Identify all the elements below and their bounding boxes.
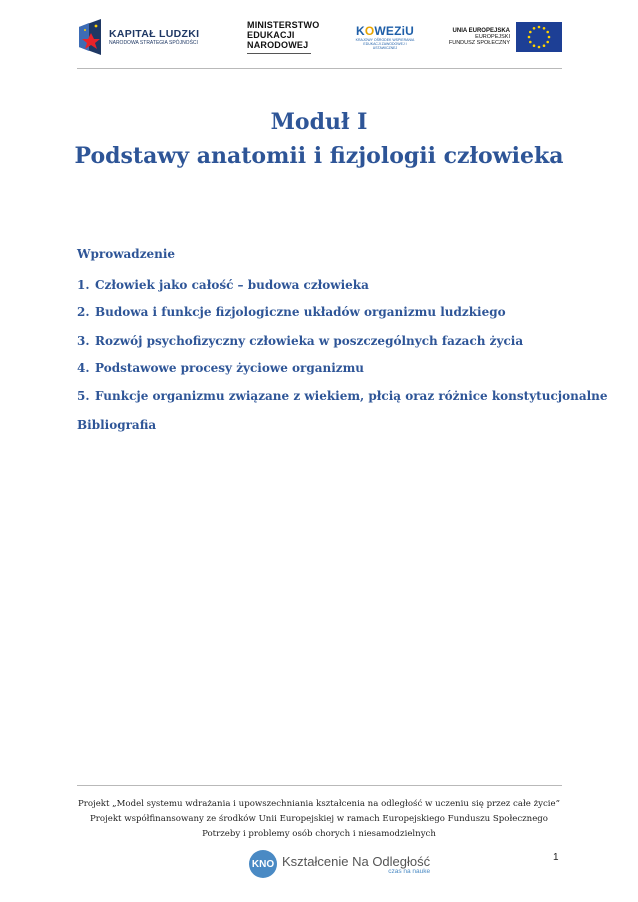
eu-line-2: EUROPEJSKI: [475, 34, 510, 40]
footer-funding-line: Projekt współfinansowany ze środków Unii Europejskiej w ramach Europejskiego Funduszu Społecznego: [90, 814, 548, 824]
men-eagle-rule: [247, 53, 311, 54]
toc-item-5[interactable]: 5. Funkcje organizmu związane z wiekiem, płcią oraz różnice konstytucjonalne: [77, 389, 608, 403]
eu-line-1: UNIA EUROPEJSKA: [452, 28, 510, 34]
men-line-1: MINISTERSTWO: [247, 20, 320, 30]
kowezu-logo: [352, 12, 418, 62]
toc-bibliography[interactable]: Bibliografia: [77, 418, 157, 432]
kapital-ludzki-logo: [77, 12, 199, 62]
toc-item-1[interactable]: 1. Człowiek jako całość – budowa człowieka: [77, 278, 369, 292]
page-number: 1: [553, 852, 559, 863]
men-line-2: EDUKACJI: [247, 30, 295, 40]
header-divider: [77, 68, 562, 69]
module-subtitle: Podstawy anatomii i fizjologii człowieka: [74, 143, 564, 169]
footer-topic-line: Potrzeby i problemy osób chorych i niesamodzielnych: [202, 829, 436, 839]
kowezu-subtitle: KRAJOWY OŚRODEK WSPIERANIA EDUKACJI ZAWODOWEJ I USTAWICZNEJ: [355, 38, 415, 50]
kowezu-name: KOWEZiU: [355, 24, 415, 38]
kapital-ludzki-name: KAPITAŁ LUDZKI: [109, 28, 200, 40]
eu-flag-icon: [516, 22, 562, 52]
toc-item-4[interactable]: 4. Podstawowe procesy życiowe organizmu: [77, 361, 365, 375]
kno-logo: [249, 850, 430, 878]
eu-line-3: FUNDUSZ SPOŁECZNY: [448, 40, 510, 46]
kno-icon: KNO: [249, 850, 277, 878]
toc-item-2[interactable]: 2. Budowa i funkcje fizjologiczne układów organizmu ludzkiego: [77, 305, 506, 319]
module-title: Moduł I: [270, 109, 368, 135]
toc-item-3[interactable]: 3. Rozwój psychofizyczny człowieka w poszczególnych fazach życia: [77, 334, 524, 348]
page-header: [77, 12, 562, 66]
kno-name: Kształcenie Na Odległość: [282, 853, 431, 869]
eu-logo: [449, 12, 562, 62]
kapital-ludzki-subtitle: NARODOWA STRATEGIA SPÓJNOŚCI: [109, 40, 198, 46]
men-line-3: NARODOWEJ: [247, 40, 309, 50]
men-logo: [247, 12, 319, 62]
footer-divider: [77, 785, 562, 786]
footer-project-line: Projekt „Model systemu wdrażania i upowszechniania kształcenia na odległość w uczeniu się przez całe życie”: [77, 799, 561, 809]
kapital-ludzki-icon: [77, 17, 103, 57]
toc-introduction[interactable]: Wprowadzenie: [77, 247, 176, 261]
kno-tagline: czas na nauke: [388, 867, 431, 875]
